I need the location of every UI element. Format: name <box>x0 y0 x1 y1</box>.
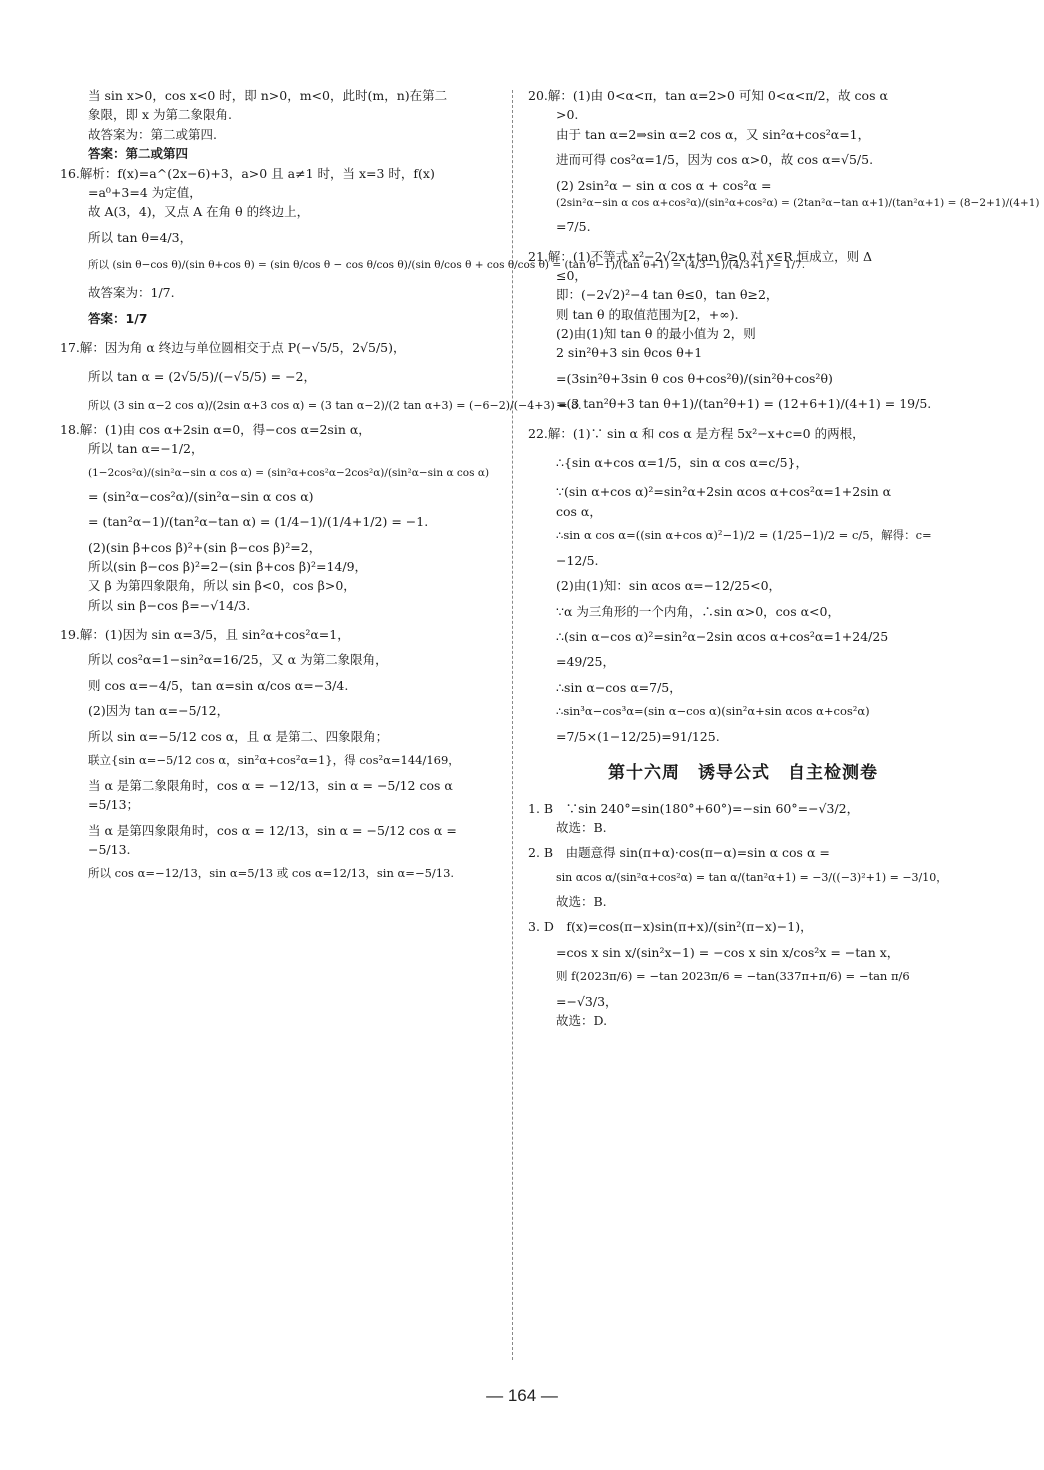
problem-16-heading: 16.解析：f(x)=a^(2x−6)+3，a>0 且 a≠1 时，当 x=3 时，f(x) <box>60 165 435 181</box>
text-line: =a⁰+3=4 为定值， <box>88 184 202 200</box>
text-line: 所以 cos²α=1−sin²α=16/25，又 α 为第二象限角， <box>88 652 388 668</box>
text-line: 所以 sin β−cos β=−√14/3. <box>88 597 251 613</box>
text-line: ∴(sin α−cos α)²=sin²α−2sin αcos α+cos²α=1+24/25 <box>556 628 889 644</box>
problem-19-heading: 19.解：(1)因为 sin α=3/5，且 sin²α+cos²α=1， <box>60 627 350 643</box>
question-3-answer: 3. D f(x)=cos(π−x)sin(π+x)/(sin²(π−x)−1)， <box>528 919 813 935</box>
text-line: (2)由(1)知 tan θ 的最小值为 2，则 <box>556 326 756 342</box>
text-line: 故答案为：1/7. <box>88 285 175 301</box>
text-line: 当 α 是第四象限角时，cos α = 12/13，sin α = −5/12 cos α = <box>88 822 457 838</box>
formula-line: 则 f(2023π/6) = −tan 2023π/6 = −tan(337π+π/6) = −tan π/6 <box>556 968 910 983</box>
text-line: −5/13. <box>88 841 131 857</box>
text-line: ≤0， <box>556 267 587 283</box>
problem-17-heading: 17.解：因为角 α 终边与单位圆相交于点 P(−√5/5，2√5/5)， <box>60 340 406 356</box>
text-line: 故选：B. <box>556 819 607 835</box>
text-line: 故选：B. <box>556 893 607 909</box>
text-line: (2)(sin β+cos β)²+(sin β−cos β)²=2， <box>88 539 322 555</box>
text-line: 所以 cos α=−12/13，sin α=5/13 或 cos α=12/13，sin α=−5/13. <box>88 866 455 881</box>
formula-line: sin αcos α/(sin²α+cos²α) = tan α/(tan²α+1) = −3/((−3)²+1) = −3/10， <box>556 870 948 884</box>
formula-line: ∴sin α cos α=((sin α+cos α)²−1)/2 = (1/25−1)/2 = c/5，解得：c= <box>556 528 932 543</box>
section-title: 第十六周 诱导公式 自主检测卷 <box>608 763 878 784</box>
formula-line: =cos x sin x/(sin²x−1) = −cos x sin x/cos²x = −tan x， <box>556 944 900 960</box>
formula-line: =(3sin²θ+3sin θ cos θ+cos²θ)/(sin²θ+cos²θ) <box>556 370 833 386</box>
text-line: (2)由(1)知：sin αcos α=−12/25<0， <box>556 578 782 594</box>
text-line: (2)因为 tan α=−5/12， <box>88 703 230 719</box>
text-line: 故 A(3，4)，又点 A 在角 θ 的终边上， <box>88 204 310 220</box>
text-line: ∴sin³α−cos³α=(sin α−cos α)(sin²α+sin αcos α+cos²α) <box>556 704 870 719</box>
answer-line: 答案：1/7 <box>88 310 148 326</box>
text-line: 进而可得 cos²α=1/5，因为 cos α>0，故 cos α=√5/5. <box>556 152 874 168</box>
text-line: =7/5. <box>556 219 591 235</box>
formula-line: 所以 (sin θ−cos θ)/(sin θ+cos θ) = (sin θ/cos θ − cos θ/cos θ)/(sin θ/cos θ + cos θ/cos θ) = (tan θ−1)/(tan θ+1) = (4/3−1)/(4/3+1) = 1/7. <box>88 259 806 271</box>
text-line: 2 sin²θ+3 sin θcos θ+1 <box>556 345 703 361</box>
text-line: 故选：D. <box>556 1013 608 1029</box>
question-2-answer: 2. B 由题意得 sin(π+α)·cos(π−α)=sin α cos α = <box>528 845 830 861</box>
text-line: >0. <box>556 107 579 123</box>
text-line: cos α， <box>556 503 602 519</box>
text-line: 则 cos α=−4/5，tan α=sin α/cos α=−3/4. <box>88 677 349 693</box>
text-line: 又 β 为第四象限角，所以 sin β<0，cos β>0， <box>88 578 356 594</box>
formula-line: ∴{sin α+cos α=1/5，sin α cos α=c/5}， <box>556 454 809 470</box>
problem-22-heading: 22.解：(1)∵ sin α 和 cos α 是方程 5x²−x+c=0 的两根， <box>528 425 865 441</box>
formula-line: = (tan²α−1)/(tan²α−tan α) = (1/4−1)/(1/4+1/2) = −1. <box>88 514 429 530</box>
text-line: 当 α 是第二象限角时，cos α = −12/13，sin α = −5/12 cos α <box>88 777 453 793</box>
problem-21-heading: 21.解：(1)不等式 x²−2√2x+tan θ≥0 对 x∈R 恒成立，则 Δ <box>528 248 873 264</box>
problem-18-heading: 18.解：(1)由 cos α+2sin α=0，得−cos α=2sin α， <box>60 421 371 437</box>
text-line: =49/25， <box>556 654 615 670</box>
text-line: −12/5. <box>556 552 599 568</box>
formula-line: 所以 tan α = (2√5/5)/(−√5/5) = −2， <box>88 369 316 385</box>
page-number: — 164 — <box>486 1386 558 1405</box>
formula-line: 所以 (3 sin α−2 cos α)/(2sin α+3 cos α) = (3 tan α−2)/(2 tan α+3) = (−6−2)/(−4+3) = 8. <box>88 398 582 412</box>
text-line: =−√3/3， <box>556 993 618 1009</box>
text-line: =7/5×(1−12/25)=91/125. <box>556 728 720 744</box>
text-line: 象限，即 x 为第二象限角. <box>88 107 232 123</box>
text-line: ∵α 为三角形的一个内角，∴sin α>0，cos α<0， <box>556 603 840 619</box>
text-line: 所以 tan θ=4/3， <box>88 229 193 245</box>
text-line: 即：(−2√2)²−4 tan θ≤0，tan θ≥2， <box>556 287 779 303</box>
question-1-answer: 1. B ∵sin 240°=sin(180°+60°)=−sin 60°=−√3/2， <box>528 800 860 816</box>
formula-line: (2sin²α−sin α cos α+cos²α)/(sin²α+cos²α) = (2tan²α−tan α+1)/(tan²α+1) = (8−2+1)/(4+1) <box>556 196 1040 209</box>
text-line: ∵(sin α+cos α)²=sin²α+2sin αcos α+cos²α=1+2sin α <box>556 484 892 500</box>
formula-line: (1−2cos²α)/(sin²α−sin α cos α) = (sin²α+cos²α−2cos²α)/(sin²α−sin α cos α) <box>88 466 490 479</box>
answer-line: 答案：第二或第四 <box>88 146 189 162</box>
problem-20-heading: 20.解：(1)由 0<α<π，tan α=2>0 可知 0<α<π/2，故 cos α <box>528 88 888 103</box>
text-line: 当 sin x>0，cos x<0 时，即 n>0，m<0，此时(m，n)在第二 <box>88 88 448 103</box>
formula-line: =(3 tan²θ+3 tan θ+1)/(tan²θ+1) = (12+6+1)/(4+1) = 19/5. <box>556 396 932 412</box>
text-line: (2) 2sin²α − sin α cos α + cos²α = <box>556 177 772 193</box>
text-line: 故答案为：第二或第四. <box>88 126 217 142</box>
text-line: =5/13； <box>88 797 140 813</box>
text-line: 所以 sin α=−5/12 cos α，且 α 是第二、四象限角； <box>88 728 389 744</box>
column-divider <box>512 90 513 1360</box>
right-column <box>528 86 1040 1030</box>
text-line: 则 tan θ 的取值范围为[2，+∞). <box>556 306 739 322</box>
text-line: 所以(sin β−cos β)²=2−(sin β+cos β)²=14/9， <box>88 558 368 574</box>
text-line: 所以 tan α=−1/2， <box>88 441 204 457</box>
text-line: 由于 tan α=2⇒sin α=2 cos α，又 sin²α+cos²α=1， <box>556 126 871 142</box>
formula-line: = (sin²α−cos²α)/(sin²α−sin α cos α) <box>88 488 314 504</box>
text-line: ∴sin α−cos α=7/5， <box>556 679 682 695</box>
text-line: 联立{sin α=−5/12 cos α，sin²α+cos²α=1}，得 cos²α=144/169， <box>88 752 460 767</box>
